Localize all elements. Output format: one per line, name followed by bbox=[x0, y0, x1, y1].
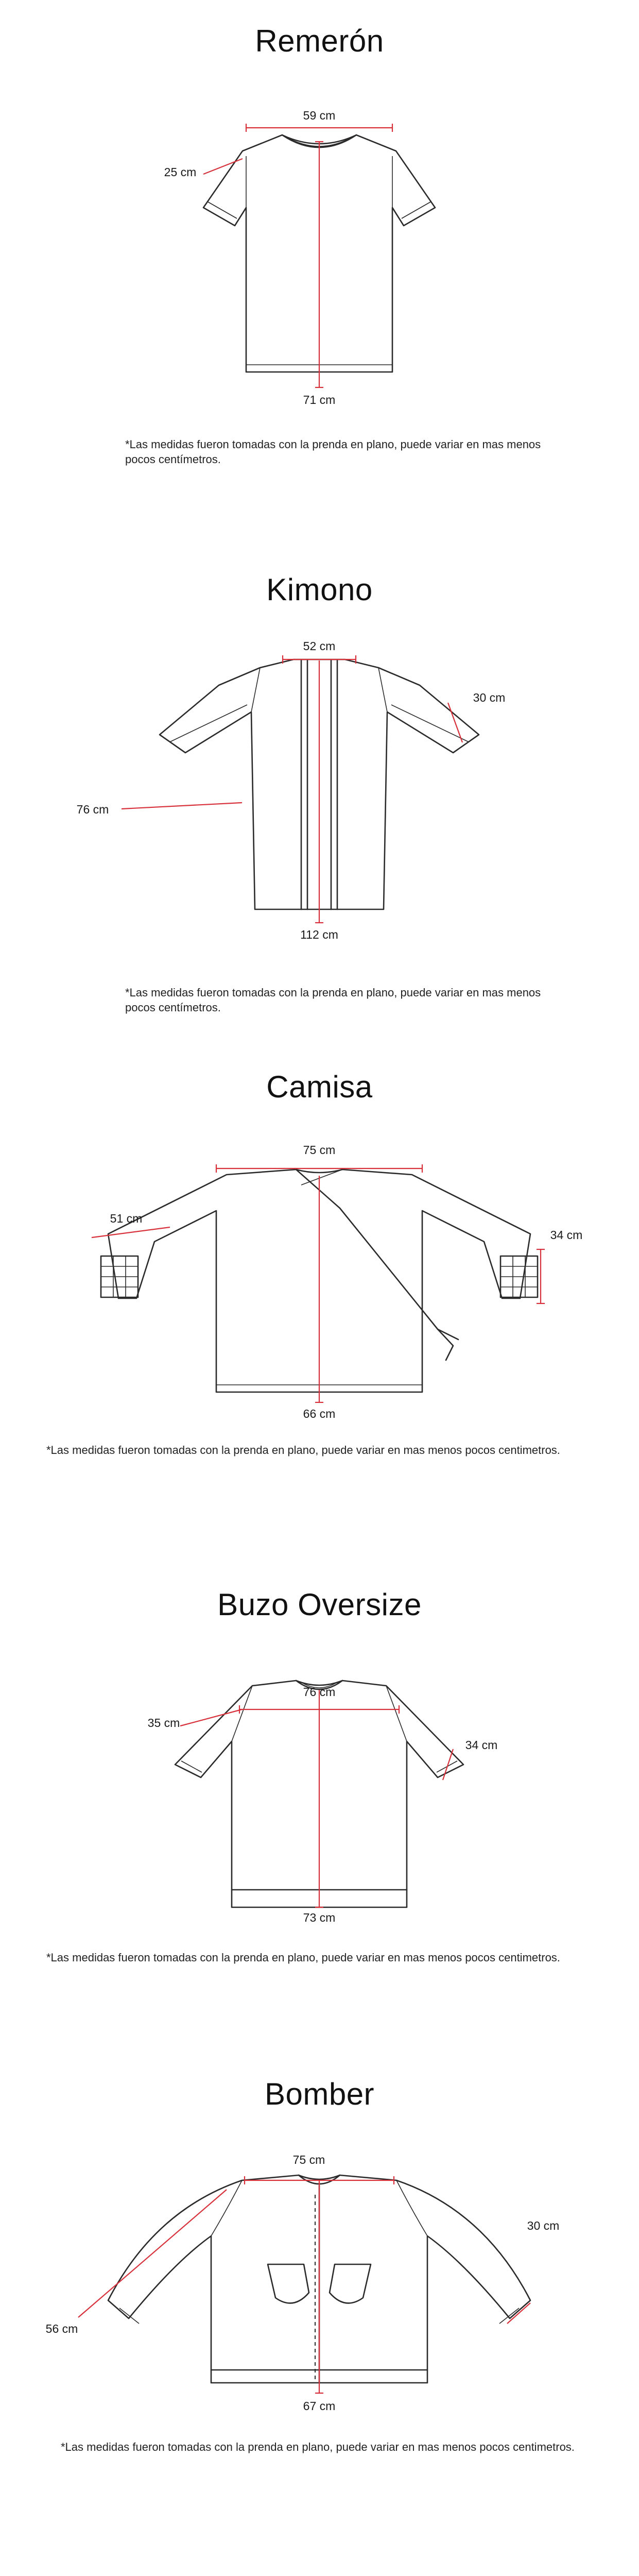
camisa-measure-arm bbox=[92, 1212, 170, 1238]
measure-arm: 51 cm bbox=[110, 1212, 143, 1225]
measure-arm: 35 cm bbox=[147, 1716, 180, 1730]
buzo-measure-arm bbox=[148, 1709, 242, 1730]
remeron-measure-width bbox=[246, 109, 392, 132]
measure-sleeve: 25 cm bbox=[164, 165, 197, 179]
bomber-measure-sleeve bbox=[507, 2219, 559, 2324]
measure-sleeve: 30 cm bbox=[473, 691, 506, 704]
measure-width: 75 cm bbox=[303, 1143, 336, 1157]
measurement-note: *Las medidas fueron tomadas con la prenda en plano, puede variar en mas menos pocos centimetros. bbox=[46, 1951, 560, 1964]
measure-sleeve: 34 cm bbox=[550, 1228, 583, 1242]
section-title: Kimono bbox=[266, 572, 373, 607]
kimono-measure-arm bbox=[77, 803, 242, 816]
measure-width: 52 cm bbox=[303, 639, 336, 653]
section-title: Remerón bbox=[255, 24, 384, 58]
section-buzo-oversize bbox=[0, 1546, 639, 2061]
measurement-note: *Las medidas fueron tomadas con la prenda en plano, puede variar en mas menos pocos centímetros. bbox=[125, 438, 541, 466]
section-bomber bbox=[0, 2061, 639, 2576]
measure-arm: 76 cm bbox=[76, 803, 109, 816]
measure-width: 76 cm bbox=[303, 1685, 336, 1699]
measure-width: 59 cm bbox=[303, 109, 336, 122]
camisa-measure-length bbox=[303, 1176, 336, 1420]
measurement-note: *Las medidas fueron tomadas con la prenda en plano, puede variar en mas menos pocos centimetros. bbox=[61, 2441, 575, 2453]
measure-width: 75 cm bbox=[292, 2153, 325, 2166]
buzo-measure-sleeve bbox=[443, 1738, 497, 1780]
bomber-diagram bbox=[0, 2061, 639, 2576]
buzo-diagram bbox=[0, 1546, 639, 2061]
section-kimono bbox=[0, 515, 639, 1030]
section-remeron bbox=[0, 0, 639, 515]
measure-length: 67 cm bbox=[303, 2399, 336, 2413]
bomber-measure-arm bbox=[46, 2190, 227, 2335]
measure-sleeve: 34 cm bbox=[465, 1738, 498, 1752]
measure-arm: 56 cm bbox=[45, 2322, 78, 2335]
bomber-measure-length bbox=[303, 2180, 336, 2413]
measure-length: 112 cm bbox=[300, 928, 338, 941]
measure-length: 66 cm bbox=[303, 1407, 336, 1420]
kimono-diagram bbox=[0, 515, 639, 1030]
measurement-note: *Las medidas fueron tomadas con la prenda en plano, puede variar en mas menos pocos centimetros. bbox=[46, 1444, 560, 1456]
section-title: Bomber bbox=[264, 2077, 375, 2111]
camisa-measure-width bbox=[216, 1143, 422, 1173]
measurement-note: *Las medidas fueron tomadas con la prenda en plano, puede variar en mas menos pocos centímetros. bbox=[125, 986, 541, 1014]
camisa-measure-sleeve bbox=[537, 1228, 582, 1303]
section-camisa bbox=[0, 1030, 639, 1546]
remeron-measure-length bbox=[303, 142, 336, 406]
kimono-measure-width bbox=[283, 639, 356, 664]
measure-length: 71 cm bbox=[303, 393, 336, 406]
measure-length: 73 cm bbox=[303, 1911, 336, 1924]
camisa-diagram bbox=[0, 1030, 639, 1546]
measure-sleeve: 30 cm bbox=[527, 2219, 560, 2232]
kimono-measure-length bbox=[300, 660, 338, 941]
section-title: Camisa bbox=[266, 1070, 373, 1104]
section-title: Buzo Oversize bbox=[217, 1587, 422, 1622]
